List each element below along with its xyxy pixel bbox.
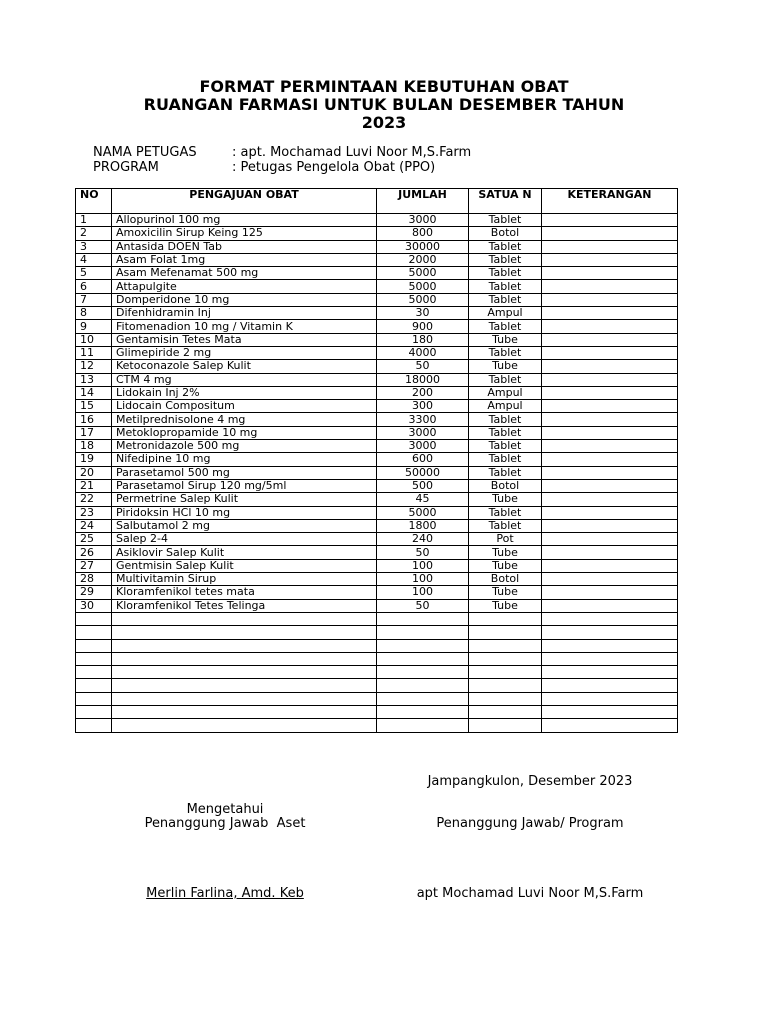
table-row: [76, 373, 678, 386]
empty-cell: [377, 692, 469, 705]
cell-no: 24: [76, 519, 112, 532]
header-notes: KETERANGAN: [542, 189, 678, 214]
cell-quantity: 4000: [377, 346, 469, 359]
cell-no: 21: [76, 479, 112, 492]
cell-notes: [542, 426, 678, 439]
table-row: [76, 426, 678, 439]
cell-no: 11: [76, 346, 112, 359]
header-unit: SATUA N: [469, 189, 542, 214]
cell-notes: [542, 413, 678, 426]
program-info: [93, 160, 435, 176]
table-row: [76, 267, 678, 280]
cell-no: 26: [76, 546, 112, 559]
table-row: [76, 386, 678, 399]
cell-medicine: Parasetamol Sirup 120 mg/5ml: [112, 479, 377, 492]
cell-no: 12: [76, 360, 112, 373]
cell-medicine: Allopurinol 100 mg: [112, 214, 377, 227]
cell-notes: [542, 373, 678, 386]
header-medicine: PENGAJUAN OBAT: [112, 189, 377, 214]
empty-cell: [76, 719, 112, 732]
cell-notes: [542, 280, 678, 293]
right-role: Penanggung Jawab/ Program: [436, 816, 624, 831]
table-row: [76, 599, 678, 612]
cell-quantity: 50: [377, 599, 469, 612]
left-signatory: [100, 886, 350, 901]
table-row: [76, 466, 678, 479]
table-row: [76, 400, 678, 413]
cell-no: 29: [76, 586, 112, 599]
acknowledged-label: Mengetahui: [186, 802, 264, 817]
cell-unit: Tube: [469, 559, 542, 572]
cell-no: 4: [76, 253, 112, 266]
table-row: [76, 214, 678, 227]
program-value: : Petugas Pengelola Obat (PPO): [232, 160, 436, 175]
cell-quantity: 50000: [377, 466, 469, 479]
empty-cell: [469, 652, 542, 665]
empty-cell: [377, 612, 469, 625]
empty-row: [76, 705, 678, 718]
table-row: [76, 307, 678, 320]
empty-row: [76, 692, 678, 705]
cell-unit: Botol: [469, 573, 542, 586]
empty-cell: [112, 679, 377, 692]
table-row: [76, 253, 678, 266]
empty-row: [76, 612, 678, 625]
empty-row: [76, 639, 678, 652]
cell-unit: Tablet: [469, 373, 542, 386]
cell-notes: [542, 479, 678, 492]
table-row: [76, 573, 678, 586]
empty-cell: [542, 719, 678, 732]
cell-unit: Tube: [469, 599, 542, 612]
cell-notes: [542, 546, 678, 559]
empty-cell: [377, 626, 469, 639]
title-line-2: RUANGAN FARMASI UNTUK BULAN DESEMBER TAHUN: [143, 95, 625, 114]
cell-quantity: 180: [377, 333, 469, 346]
cell-medicine: Gentmisin Salep Kulit: [112, 559, 377, 572]
cell-unit: Tube: [469, 493, 542, 506]
table-row: [76, 546, 678, 559]
cell-unit: Tablet: [469, 506, 542, 519]
header-quantity: JUMLAH: [377, 189, 469, 214]
cell-medicine: Lidokain Inj 2%: [112, 386, 377, 399]
cell-unit: Tube: [469, 333, 542, 346]
cell-unit: Tablet: [469, 413, 542, 426]
header-no: NO: [76, 189, 112, 214]
cell-quantity: 2000: [377, 253, 469, 266]
cell-no: 22: [76, 493, 112, 506]
cell-notes: [542, 293, 678, 306]
empty-cell: [469, 612, 542, 625]
cell-unit: Tablet: [469, 519, 542, 532]
empty-cell: [112, 719, 377, 732]
cell-notes: [542, 240, 678, 253]
cell-medicine: Asam Mefenamat 500 mg: [112, 267, 377, 280]
empty-cell: [542, 639, 678, 652]
empty-cell: [112, 705, 377, 718]
cell-unit: Tablet: [469, 453, 542, 466]
cell-notes: [542, 386, 678, 399]
cell-medicine: Metronidazole 500 mg: [112, 440, 377, 453]
cell-unit: Ampul: [469, 307, 542, 320]
table-row: [76, 493, 678, 506]
cell-no: 10: [76, 333, 112, 346]
cell-unit: Tablet: [469, 426, 542, 439]
cell-quantity: 200: [377, 386, 469, 399]
cell-no: 5: [76, 267, 112, 280]
cell-no: 27: [76, 559, 112, 572]
cell-unit: Tablet: [469, 280, 542, 293]
cell-medicine: Metilprednisolone 4 mg: [112, 413, 377, 426]
cell-no: 15: [76, 400, 112, 413]
cell-no: 7: [76, 293, 112, 306]
cell-medicine: Salbutamol 2 mg: [112, 519, 377, 532]
cell-no: 30: [76, 599, 112, 612]
cell-medicine: Lidocain Compositum: [112, 400, 377, 413]
empty-row: [76, 626, 678, 639]
cell-unit: Tube: [469, 546, 542, 559]
cell-no: 2: [76, 227, 112, 240]
empty-cell: [112, 626, 377, 639]
right-signatory-name: apt Mochamad Luvi Noor M,S.Farm: [416, 886, 644, 901]
empty-cell: [469, 719, 542, 732]
table-row: [76, 440, 678, 453]
empty-cell: [377, 719, 469, 732]
cell-medicine: Attapulgite: [112, 280, 377, 293]
cell-medicine: Asiklovir Salep Kulit: [112, 546, 377, 559]
empty-cell: [469, 679, 542, 692]
cell-quantity: 5000: [377, 293, 469, 306]
cell-quantity: 100: [377, 559, 469, 572]
cell-notes: [542, 400, 678, 413]
cell-medicine: Domperidone 10 mg: [112, 293, 377, 306]
cell-no: 6: [76, 280, 112, 293]
empty-cell: [469, 626, 542, 639]
empty-cell: [76, 626, 112, 639]
cell-notes: [542, 227, 678, 240]
cell-medicine: Permetrine Salep Kulit: [112, 493, 377, 506]
cell-quantity: 50: [377, 546, 469, 559]
cell-notes: [542, 573, 678, 586]
cell-quantity: 1800: [377, 519, 469, 532]
cell-notes: [542, 493, 678, 506]
table-row: [76, 479, 678, 492]
empty-cell: [542, 652, 678, 665]
empty-cell: [469, 666, 542, 679]
cell-no: 13: [76, 373, 112, 386]
cell-quantity: 800: [377, 227, 469, 240]
cell-notes: [542, 519, 678, 532]
cell-quantity: 3000: [377, 214, 469, 227]
cell-unit: Botol: [469, 479, 542, 492]
document-title: [0, 78, 768, 132]
cell-notes: [542, 533, 678, 546]
cell-no: 28: [76, 573, 112, 586]
cell-unit: Tablet: [469, 253, 542, 266]
cell-notes: [542, 453, 678, 466]
cell-notes: [542, 440, 678, 453]
cell-unit: Ampul: [469, 386, 542, 399]
empty-cell: [76, 705, 112, 718]
cell-quantity: 500: [377, 479, 469, 492]
officer-label: NAMA PETUGAS: [93, 145, 197, 160]
cell-quantity: 240: [377, 533, 469, 546]
table-row: [76, 227, 678, 240]
empty-row: [76, 719, 678, 732]
cell-quantity: 18000: [377, 373, 469, 386]
table-row: [76, 240, 678, 253]
cell-unit: Botol: [469, 227, 542, 240]
empty-cell: [542, 692, 678, 705]
empty-cell: [377, 639, 469, 652]
empty-cell: [542, 612, 678, 625]
cell-medicine: Antasida DOEN Tab: [112, 240, 377, 253]
cell-medicine: Kloramfenikol Tetes Telinga: [112, 599, 377, 612]
empty-cell: [542, 679, 678, 692]
empty-cell: [377, 705, 469, 718]
cell-unit: Ampul: [469, 400, 542, 413]
cell-medicine: CTM 4 mg: [112, 373, 377, 386]
empty-cell: [112, 666, 377, 679]
cell-medicine: Parasetamol 500 mg: [112, 466, 377, 479]
table-row: [76, 320, 678, 333]
cell-notes: [542, 466, 678, 479]
cell-medicine: Nifedipine 10 mg: [112, 453, 377, 466]
cell-unit: Tablet: [469, 346, 542, 359]
title-line-3: 2023: [361, 113, 407, 132]
empty-cell: [76, 666, 112, 679]
cell-medicine: Fitomenadion 10 mg / Vitamin K: [112, 320, 377, 333]
table-row: [76, 333, 678, 346]
cell-notes: [542, 346, 678, 359]
cell-unit: Tablet: [469, 320, 542, 333]
cell-medicine: Glimepiride 2 mg: [112, 346, 377, 359]
medicine-request-table: [75, 188, 678, 733]
empty-cell: [542, 626, 678, 639]
cell-notes: [542, 559, 678, 572]
cell-no: 20: [76, 466, 112, 479]
empty-cell: [377, 652, 469, 665]
left-role: Penanggung Jawab Aset: [144, 816, 306, 831]
empty-cell: [469, 692, 542, 705]
table-row: [76, 519, 678, 532]
table-row: [76, 360, 678, 373]
empty-row: [76, 679, 678, 692]
program-label: PROGRAM: [93, 160, 159, 175]
cell-unit: Pot: [469, 533, 542, 546]
cell-no: 3: [76, 240, 112, 253]
cell-quantity: 3300: [377, 413, 469, 426]
cell-quantity: 5000: [377, 280, 469, 293]
empty-cell: [112, 692, 377, 705]
cell-notes: [542, 267, 678, 280]
cell-no: 18: [76, 440, 112, 453]
cell-no: 1: [76, 214, 112, 227]
cell-medicine: Multivitamin Sirup: [112, 573, 377, 586]
place-date: Jampangkulon, Desember 2023: [427, 774, 633, 789]
cell-notes: [542, 333, 678, 346]
cell-no: 14: [76, 386, 112, 399]
empty-cell: [377, 666, 469, 679]
cell-no: 25: [76, 533, 112, 546]
cell-quantity: 45: [377, 493, 469, 506]
cell-unit: Tablet: [469, 240, 542, 253]
empty-cell: [542, 666, 678, 679]
cell-notes: [542, 586, 678, 599]
cell-medicine: Difenhidramin Inj: [112, 307, 377, 320]
empty-cell: [112, 652, 377, 665]
cell-notes: [542, 214, 678, 227]
cell-no: 16: [76, 413, 112, 426]
table-row: [76, 453, 678, 466]
empty-cell: [76, 652, 112, 665]
officer-value: : apt. Mochamad Luvi Noor M,S.Farm: [232, 145, 472, 160]
table-row: [76, 559, 678, 572]
cell-unit: Tablet: [469, 267, 542, 280]
cell-medicine: Ketoconazole Salep Kulit: [112, 360, 377, 373]
cell-medicine: Kloramfenikol tetes mata: [112, 586, 377, 599]
cell-quantity: 5000: [377, 506, 469, 519]
cell-quantity: 30000: [377, 240, 469, 253]
cell-medicine: Piridoksin HCl 10 mg: [112, 506, 377, 519]
cell-notes: [542, 320, 678, 333]
cell-unit: Tube: [469, 360, 542, 373]
cell-no: 19: [76, 453, 112, 466]
cell-quantity: 5000: [377, 267, 469, 280]
table-row: [76, 346, 678, 359]
cell-notes: [542, 253, 678, 266]
empty-cell: [469, 705, 542, 718]
cell-no: 17: [76, 426, 112, 439]
cell-unit: Tube: [469, 586, 542, 599]
cell-quantity: 30: [377, 307, 469, 320]
cell-no: 8: [76, 307, 112, 320]
table-row: [76, 506, 678, 519]
left-signatory-name: Merlin Farlina, Amd. Keb: [146, 886, 304, 901]
cell-medicine: Salep 2-4: [112, 533, 377, 546]
cell-notes: [542, 360, 678, 373]
cell-quantity: 3000: [377, 426, 469, 439]
table-row: [76, 533, 678, 546]
empty-cell: [76, 679, 112, 692]
cell-unit: Tablet: [469, 466, 542, 479]
empty-cell: [76, 639, 112, 652]
cell-no: 23: [76, 506, 112, 519]
cell-notes: [542, 506, 678, 519]
cell-quantity: 300: [377, 400, 469, 413]
cell-quantity: 100: [377, 586, 469, 599]
empty-cell: [542, 705, 678, 718]
title-line-1: FORMAT PERMINTAAN KEBUTUHAN OBAT: [199, 77, 569, 96]
empty-row: [76, 652, 678, 665]
cell-unit: Tablet: [469, 440, 542, 453]
empty-cell: [469, 639, 542, 652]
table-row: [76, 413, 678, 426]
empty-row: [76, 666, 678, 679]
empty-cell: [112, 612, 377, 625]
cell-notes: [542, 307, 678, 320]
cell-quantity: 600: [377, 453, 469, 466]
cell-quantity: 900: [377, 320, 469, 333]
cell-quantity: 50: [377, 360, 469, 373]
table-row: [76, 280, 678, 293]
cell-no: 9: [76, 320, 112, 333]
empty-cell: [377, 679, 469, 692]
cell-notes: [542, 599, 678, 612]
cell-medicine: Asam Folat 1mg: [112, 253, 377, 266]
table-row: [76, 586, 678, 599]
empty-cell: [76, 692, 112, 705]
cell-unit: Tablet: [469, 293, 542, 306]
officer-info: [93, 145, 471, 161]
cell-medicine: Amoxicilin Sirup Keing 125: [112, 227, 377, 240]
cell-medicine: Metoklopropamide 10 mg: [112, 426, 377, 439]
table-header-row: [76, 189, 678, 214]
cell-quantity: 3000: [377, 440, 469, 453]
empty-cell: [76, 612, 112, 625]
cell-medicine: Gentamisin Tetes Mata: [112, 333, 377, 346]
table-row: [76, 293, 678, 306]
cell-quantity: 100: [377, 573, 469, 586]
cell-unit: Tablet: [469, 214, 542, 227]
empty-cell: [112, 639, 377, 652]
